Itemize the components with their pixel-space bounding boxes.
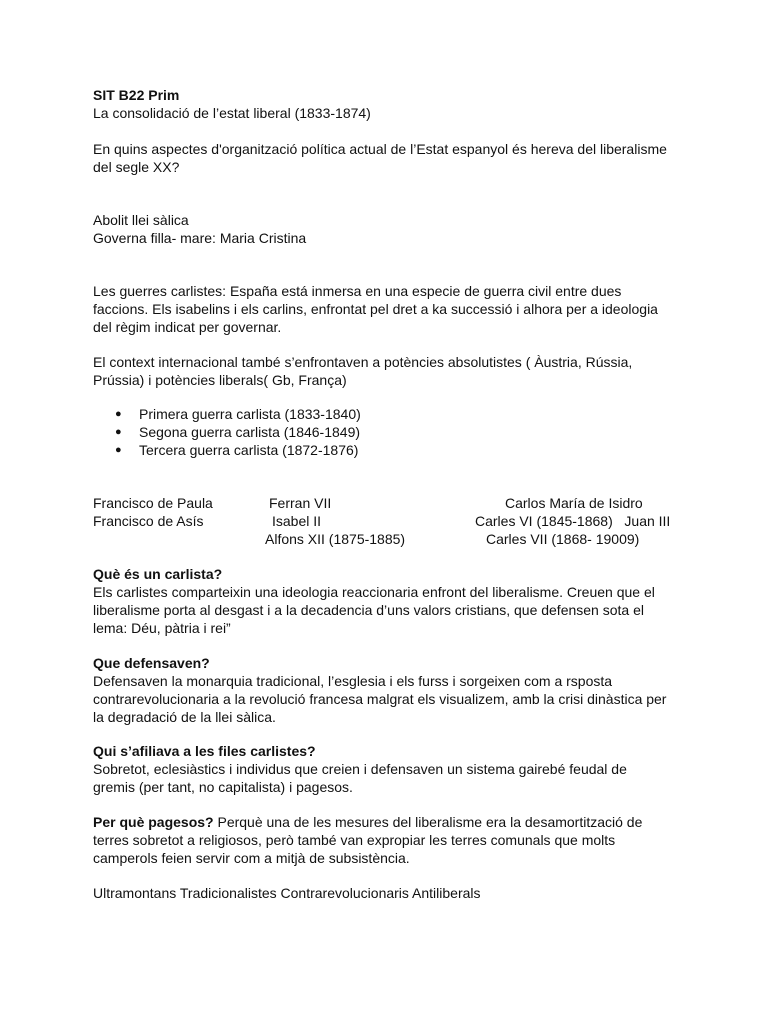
- section-line: terres sobretot a religiosos, però també van expropiar les terres comunals que molts: [93, 832, 616, 848]
- genealogy-right-2: Carles VI (1845-1868) Juan III: [475, 513, 671, 529]
- doc-code: SIT B22 Prim: [93, 87, 180, 103]
- section-line: gremis (per tant, no capitalista) i pagesos.: [93, 779, 353, 795]
- section-line: la degradació de la llei sàlica.: [93, 709, 276, 725]
- section-heading: Qui s’afiliava a les files carlistes?: [93, 743, 316, 759]
- section-heading: Que defensaven?: [93, 655, 210, 671]
- section-line: camperols feien servir com a mitjà de subsistència.: [93, 850, 410, 866]
- genealogy-left-2: Francisco de Asís: [93, 513, 204, 529]
- closing-line: Ultramontans Tradicionalistes Contrarevolucionaris Antiliberals: [93, 885, 481, 901]
- guerres-line-1: Les guerres carlistes: España está inmersa en una especie de guerra civil entre dues: [93, 283, 622, 299]
- section-heading: Què és un carlista?: [93, 566, 223, 582]
- genealogy-left-1: Francisco de Paula: [93, 495, 213, 511]
- section-line: lema: Déu, pàtria i rei”: [93, 620, 231, 636]
- section-heading: Per què pagesos?: [93, 814, 214, 830]
- bullet-icon: ●: [115, 408, 122, 420]
- section-line: Perquè una de les mesures del liberalisme era la desamortització de: [213, 814, 643, 830]
- genealogy-middle-1: Ferran VII: [269, 495, 332, 511]
- section-first-line: [93, 813, 642, 831]
- list-item: Tercera guerra carlista (1872-1876): [139, 442, 359, 458]
- list-item: Segona guerra carlista (1846-1849): [139, 424, 361, 440]
- bullet-icon: ●: [115, 444, 122, 456]
- context-line-2: Prússia) i potències liberals( Gb, França): [93, 372, 347, 388]
- section-line: contrarevolucionaria a la revolució francesa malgrat els visualizem, amb la crisi dinàstica per: [93, 691, 667, 707]
- section-line: Defensaven la monarquia tradicional, l’esglesia i els furss i sorgeixen com a rsposta: [93, 673, 613, 689]
- note-line-2: Governa filla- mare: Maria Cristina: [93, 230, 307, 246]
- genealogy-middle-2: Isabel II: [272, 513, 322, 529]
- guerres-line-3: del règim indicat per governar.: [93, 319, 282, 335]
- question-line-1: En quins aspectes d'organització política actual de l’Estat espanyol és hereva del liberalisme: [93, 141, 667, 157]
- section-line: Sobretot, eclesiàstics i individus que creien i defensaven un sistema gairebé feudal de: [93, 761, 627, 777]
- guerres-line-2: faccions. Els isabelins i els carlins, enfrontat pel dret a ka successió i alhora per a ideologia: [93, 301, 658, 317]
- doc-title: La consolidació de l’estat liberal (1833-1874): [93, 105, 371, 121]
- note-line-1: Abolit llei sàlica: [93, 212, 189, 228]
- section-line: Els carlistes comparteixin una ideologia reaccionaria enfront del liberalisme. Creuen que el: [93, 584, 655, 600]
- bullet-icon: ●: [115, 426, 122, 438]
- section-line: liberalisme porta al desgast i a la decadencia d’uns valors cristians, que defensen sota el: [93, 602, 644, 618]
- genealogy-middle-3: Alfons XII (1875-1885): [265, 531, 406, 547]
- question-line-2: del segle XX?: [93, 159, 180, 175]
- genealogy-right-1: Carlos María de Isidro: [505, 495, 643, 511]
- list-item: Primera guerra carlista (1833-1840): [139, 406, 361, 422]
- genealogy-right-3: Carles VII (1868- 19009): [486, 531, 640, 547]
- context-line-1: El context internacional també s’enfrontaven a potències absolutistes ( Àustria, Rússia,: [93, 354, 633, 370]
